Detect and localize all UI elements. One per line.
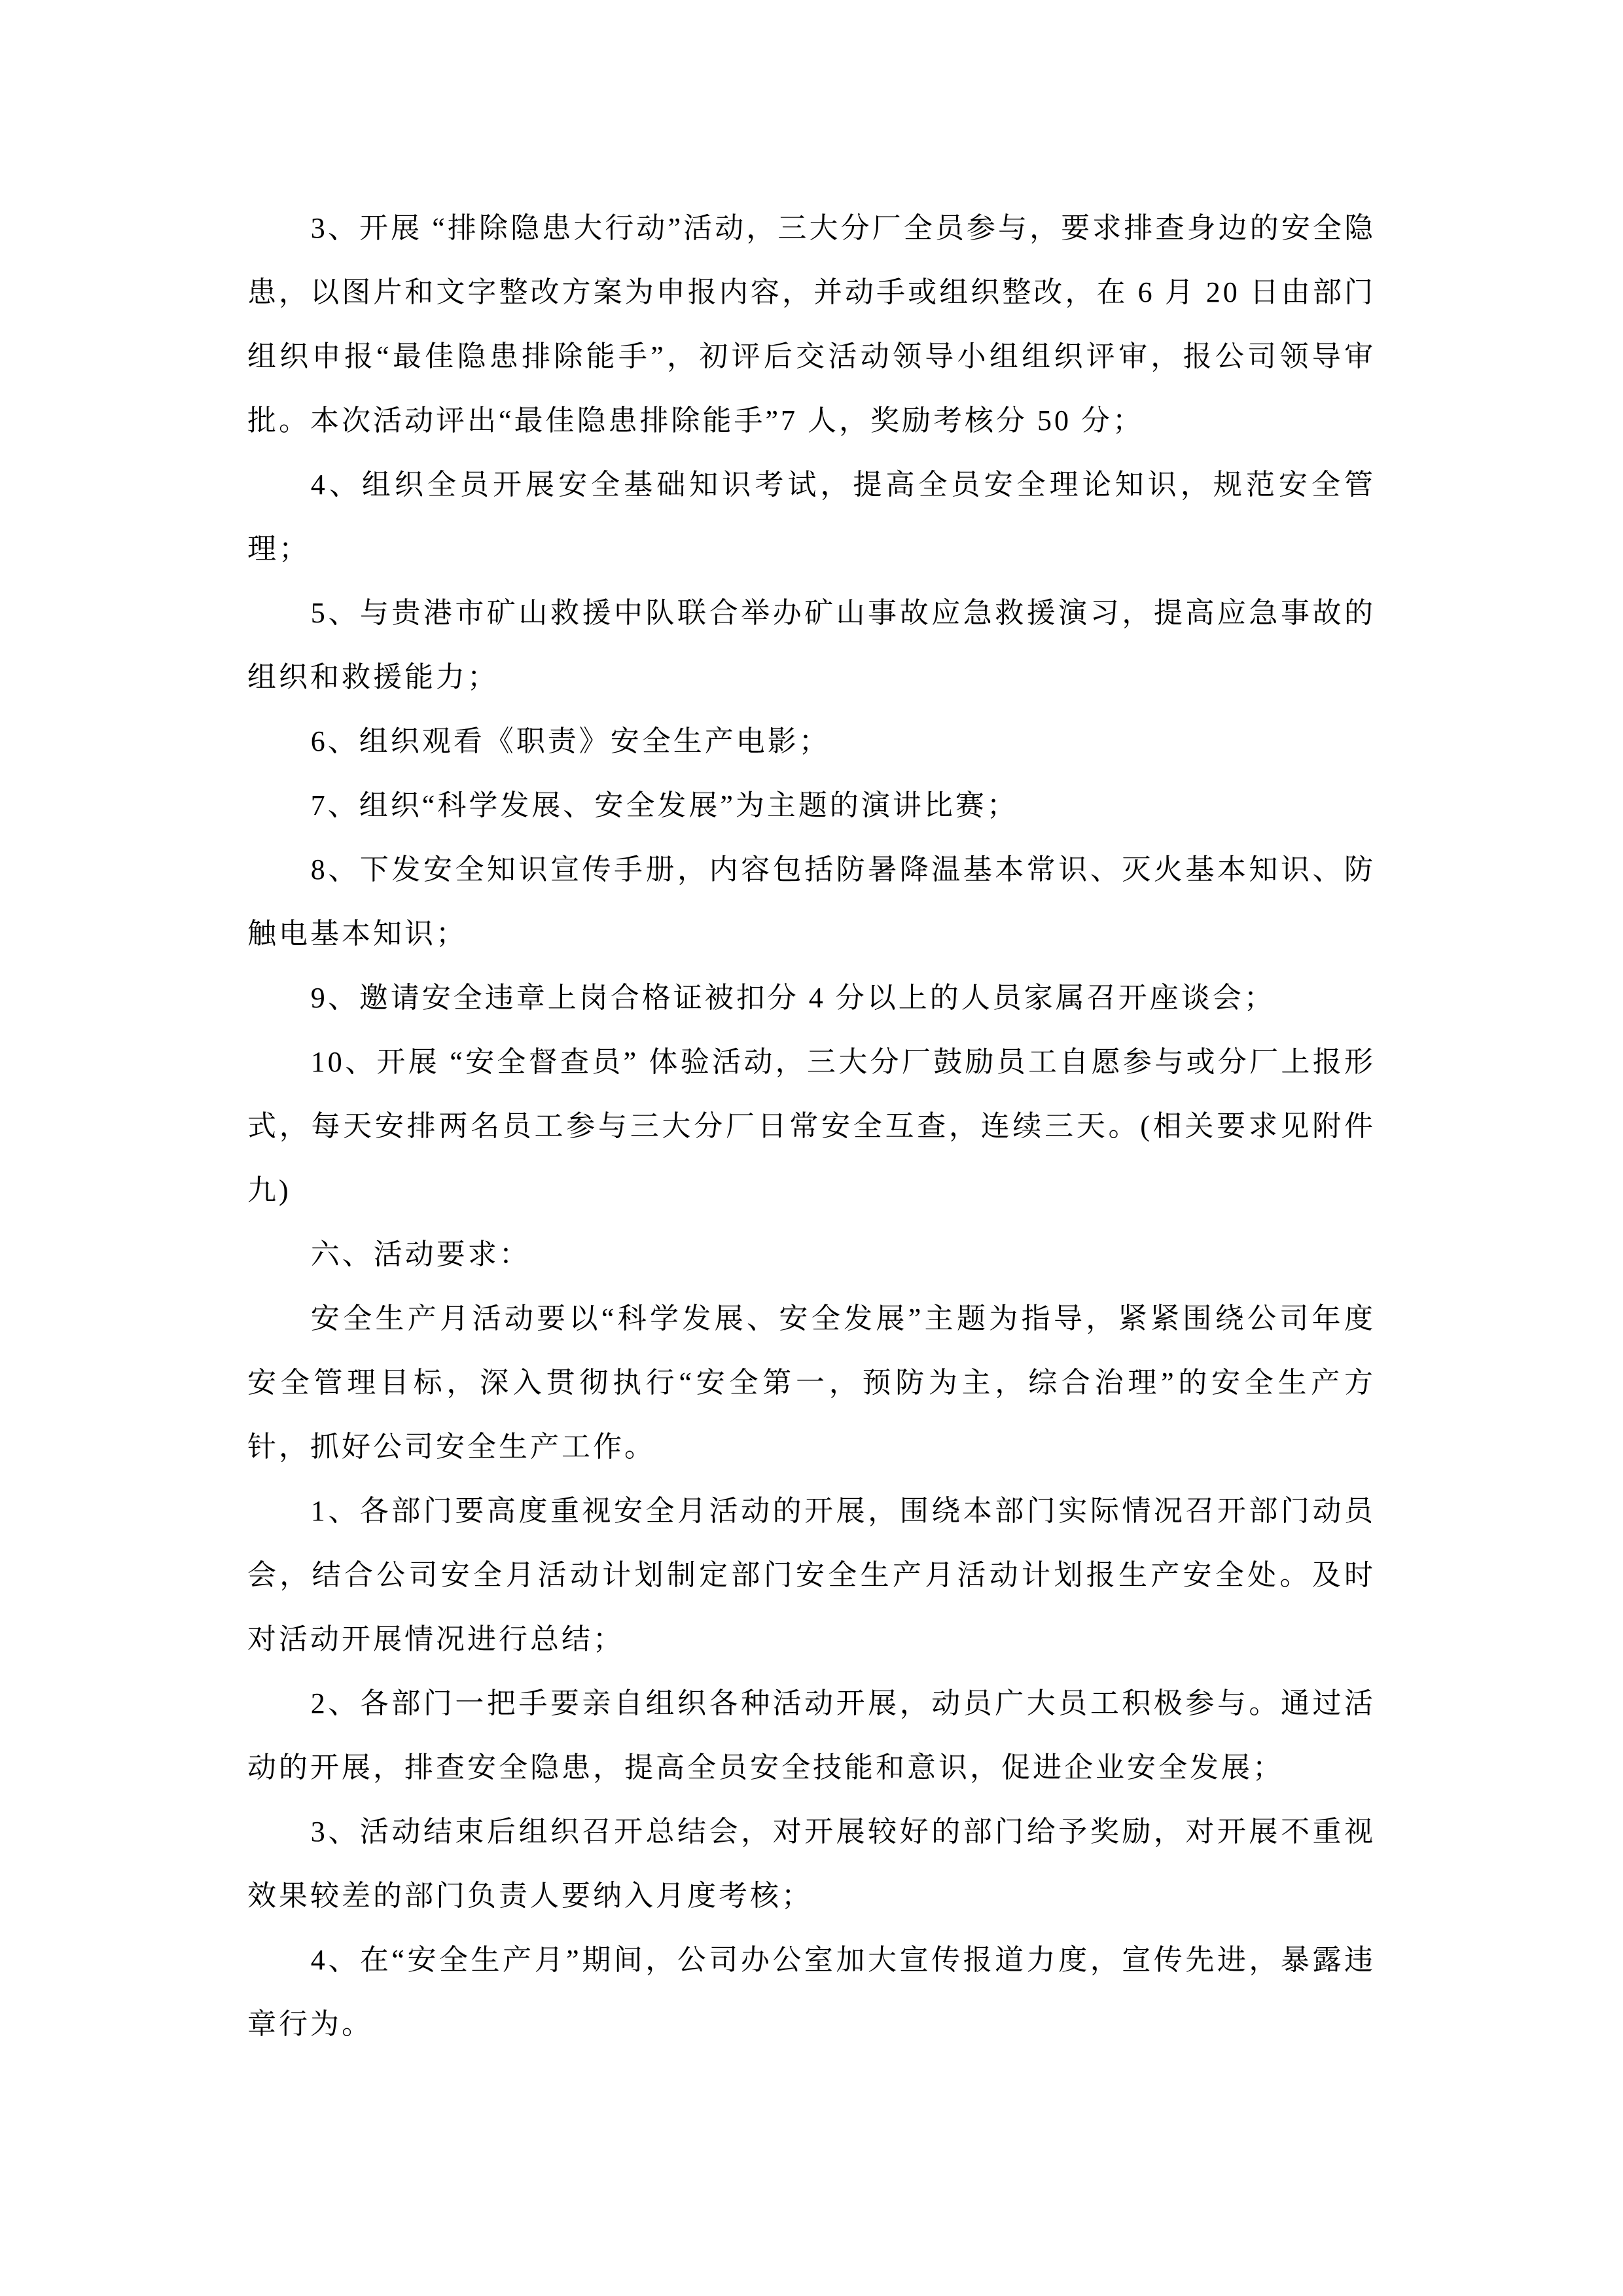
paragraph-item-6: 6、组织观看《职责》安全生产电影； [310,725,830,757]
section-heading-activity-requirements: 六、活动要求： [310,1238,531,1270]
requirement-item-2: 2、各部门一把手要亲自组织各种活动开展，动员广大员工积极参与。通过活动的开展，排查安全隐患，提高全员安全技能和意识，促进企业安全发展； [247,1687,1376,1784]
paragraph-item-7: 7、组织“科学发展、安全发展”为主题的演讲比赛； [310,789,1018,821]
requirement-item-4: 4、在“安全生产月”期间，公司办公室加大宣传报道力度，宣传先进，暴露违章行为。 [247,1944,1376,2040]
paragraph-item-5: 5、与贵港市矿山救援中队联合举办矿山事故应急救援演习，提高应急事故的组织和救援能力； [247,597,1376,693]
requirement-item-3: 3、活动结束后组织召开总结会，对开展较好的部门给予奖励，对开展不重视效果较差的部门负责人要纳入月度考核； [247,1816,1376,1912]
paragraph-item-3: 3、开展 “排除隐患大行动”活动，三大分厂全员参与，要求排查身边的安全隐患，以图片和文字整改方案为申报内容，并动手或组织整改，在 6 月 20 日由部门组织申报“最佳隐患排除能手”，初评后交活动领导小组组织评审，报公司领导审批。本次活动评出“最佳隐患排除能手”7 人，奖励考核分 50 分； [247,212,1376,437]
paragraph-item-9: 9、邀请安全违章上岗合格证被扣分 4 分以上的人员家属召开座谈会； [310,982,1275,1014]
document-body-text [247,196,1376,2056]
paragraph-requirements-intro: 安全生产月活动要以“科学发展、安全发展”主题为指导，紧紧围绕公司年度安全管理目标，深入贯彻执行“安全第一，预防为主，综合治理”的安全生产方针，抓好公司安全生产工作。 [247,1302,1376,1463]
requirement-item-1: 1、各部门要高度重视安全月活动的开展，围绕本部门实际情况召开部门动员会，结合公司安全月活动计划制定部门安全生产月活动计划报生产安全处。及时对活动开展情况进行总结； [247,1495,1376,1655]
paragraph-item-8: 8、下发安全知识宣传手册，内容包括防暑降温基本常识、灭火基本知识、防触电基本知识； [247,853,1376,950]
paragraph-item-10: 10、开展 “安全督查员” 体验活动，三大分厂鼓励员工自愿参与或分厂上报形式，每天安排两名员工参与三大分厂日常安全互查，连续三天。(相关要求见附件九) [247,1046,1376,1206]
paragraph-item-4: 4、组织全员开展安全基础知识考试，提高全员安全理论知识，规范安全管理； [247,469,1376,565]
